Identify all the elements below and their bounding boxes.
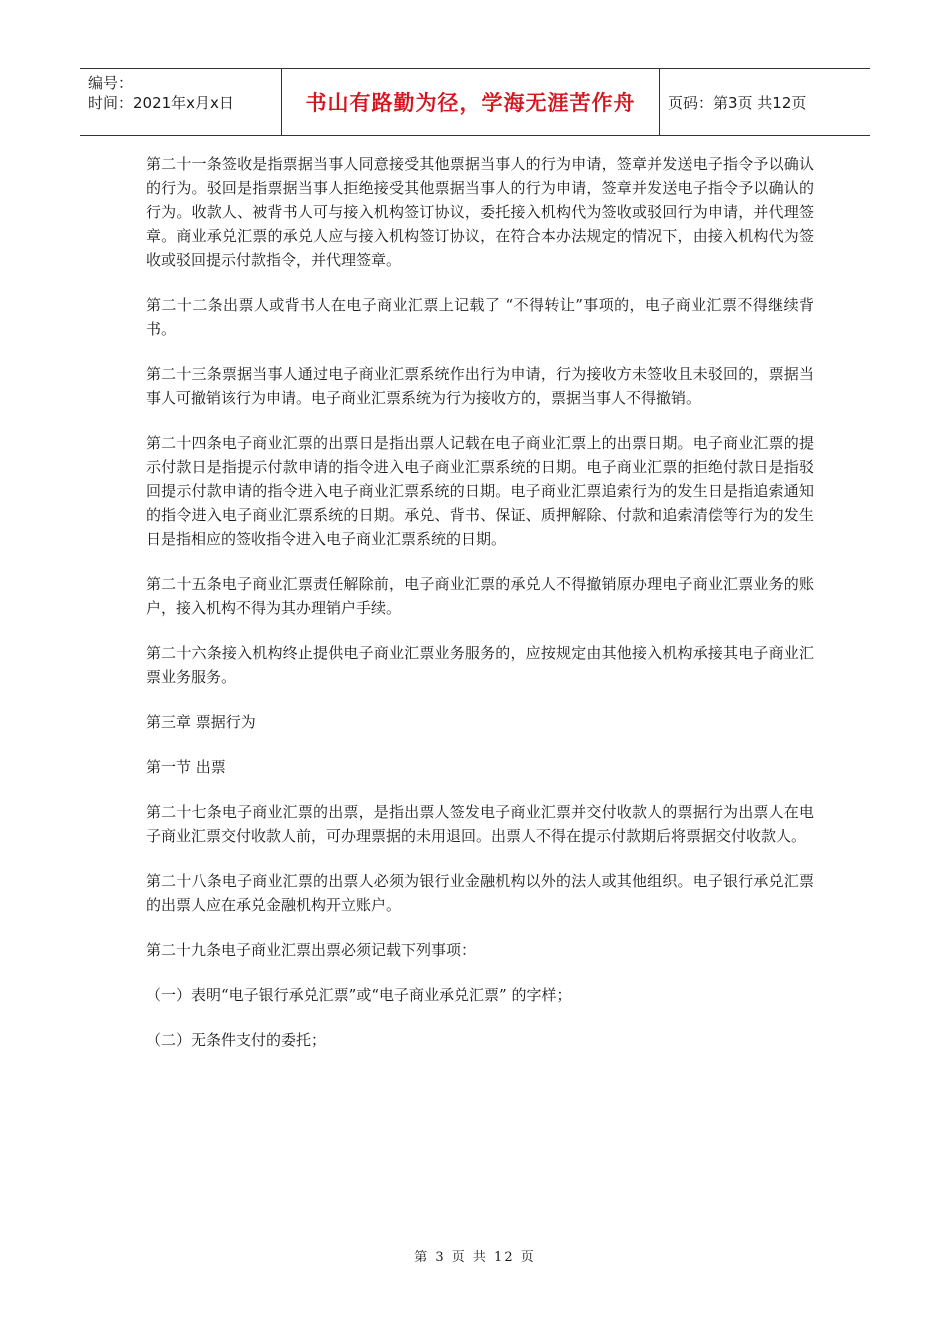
list-item-2: （二）无条件支付的委托；	[146, 1031, 327, 1049]
header-page-info	[660, 69, 870, 135]
article-22: 第二十二条出票人或背书人在电子商业汇票上记载了 “不得转让”事项的，电子商业汇票不得继续背书。	[146, 296, 814, 338]
list-item-1: （一）表明“电子银行承兑汇票”或“电子商业承兑汇票” 的字样；	[146, 986, 572, 1004]
header-motto: 书山有路勤为径，学海无涯苦作舟	[305, 91, 636, 115]
article-23: 第二十三条票据当事人通过电子商业汇票系统作出行为申请，行为接收方未签收且未驳回的，票据当事人可撤销该行为申请。电子商业汇票系统为行为接收方的，票据当事人不得撤销。	[146, 365, 814, 407]
document-number-label: 编号：	[88, 74, 134, 92]
page-footer: 第 3 页 共 12 页	[414, 1250, 536, 1265]
section-heading: 第一节 出票	[146, 758, 226, 776]
document-body	[146, 152, 814, 1073]
article-26: 第二十六条接入机构终止提供电子商业汇票业务服务的，应按规定由其他接入机构承接其电子商业汇票业务服务。	[146, 644, 814, 686]
article-21: 第二十一条签收是指票据当事人同意接受其他票据当事人的行为申请，签章并发送电子指令予以确认的行为。驳回是指票据当事人拒绝接受其他票据当事人的行为申请，签章并发送电子指令予以确认的行为。收款人、被背书人可与接入机构签订协议，委托接入机构代为签收或驳回行为申请，并代理签章。商业承兑汇票的承兑人应与接入机构签订协议，在符合本办法规定的情况下，由接入机构代为签收或驳回提示付款指令，并代理签章。	[146, 155, 814, 269]
page-header	[80, 68, 870, 136]
article-29: 第二十九条电子商业汇票出票必须记载下列事项：	[146, 941, 477, 959]
header-motto-cell	[282, 69, 660, 135]
article-27: 第二十七条电子商业汇票的出票，是指出票人签发电子商业汇票并交付收款人的票据行为出票人在电子商业汇票交付收款人前，可办理票据的未用退回。出票人不得在提示付款期后将票据交付收款人。	[146, 803, 814, 845]
article-28: 第二十八条电子商业汇票的出票人必须为银行业金融机构以外的法人或其他组织。电子银行承兑汇票的出票人应在承兑金融机构开立账户。	[146, 872, 814, 914]
document-date: 时间：2021年x月x日	[88, 94, 234, 112]
header-meta	[80, 69, 282, 135]
header-page-label: 页码：第3页 共12页	[668, 93, 807, 112]
article-25: 第二十五条电子商业汇票责任解除前，电子商业汇票的承兑人不得撤销原办理电子商业汇票业务的账户，接入机构不得为其办理销户手续。	[146, 575, 814, 617]
chapter-heading: 第三章 票据行为	[146, 713, 256, 731]
article-24: 第二十四条电子商业汇票的出票日是指出票人记载在电子商业汇票上的出票日期。电子商业汇票的提示付款日是指提示付款申请的指令进入电子商业汇票系统的日期。电子商业汇票的拒绝付款日是指驳回提示付款申请的指令进入电子商业汇票系统的日期。电子商业汇票追索行为的发生日是指追索通知的指令进入电子商业汇票系统的日期。承兑、背书、保证、质押解除、付款和追索清偿等行为的发生日是指相应的签收指令进入电子商业汇票系统的日期。	[146, 434, 814, 548]
